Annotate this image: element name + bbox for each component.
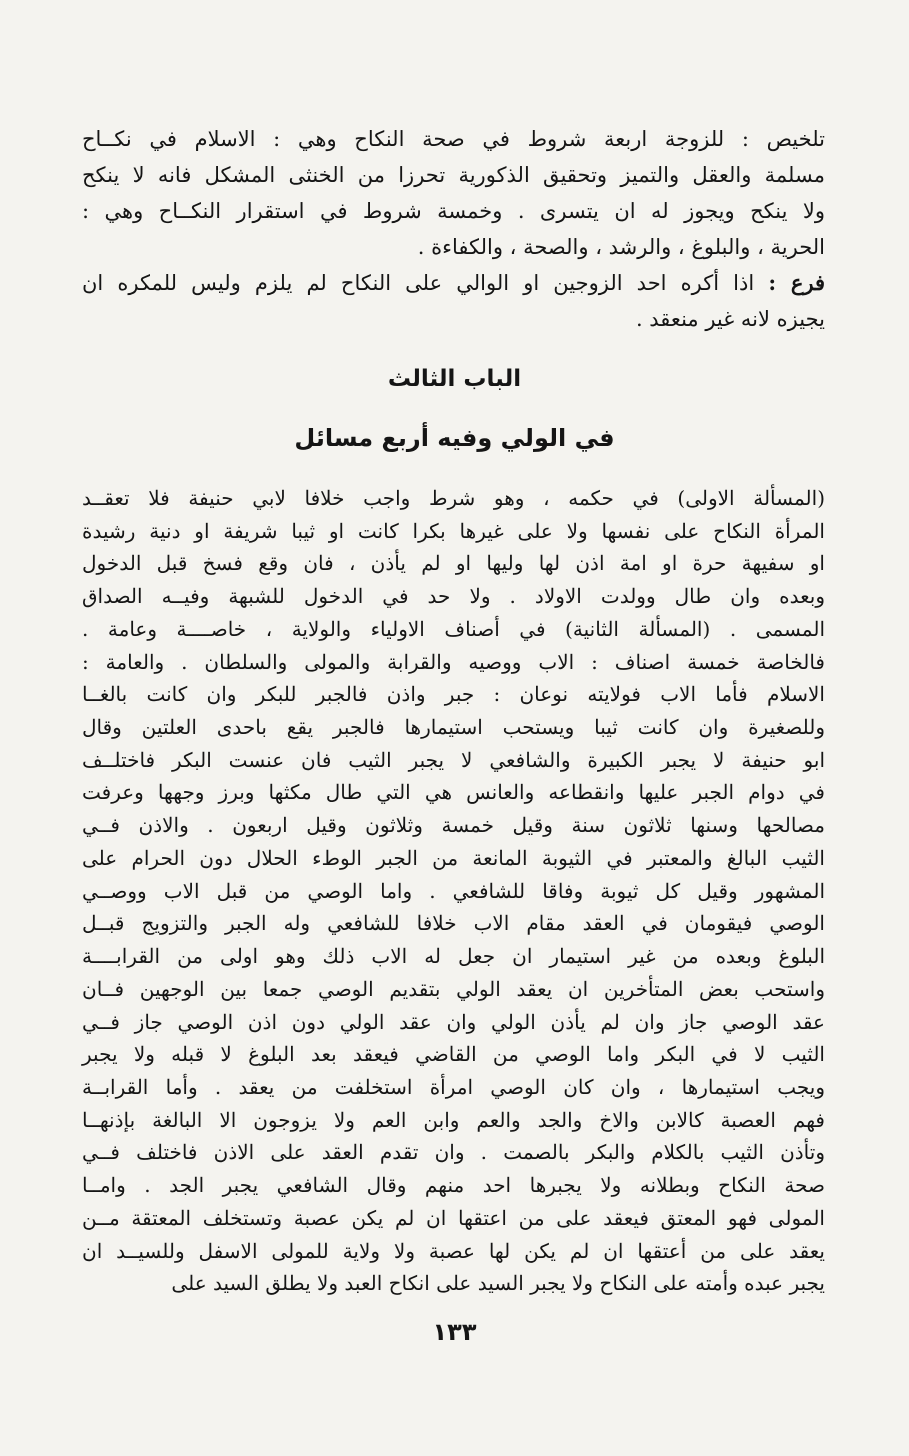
intro-line-4: الحرية ، والبلوغ ، والرشد ، والصحة ، والكفاءة . (417, 235, 825, 259)
body-line-10: في دوام الجبر عليها وانقطاعه والعانس هي التي طال مكثها وبرز وجهها وعرفت (82, 780, 825, 805)
body-line-13: المشهور وقيل كل ثيوبة وفاقا للشافعي . واما الوصي من قبل الاب ووصــي (82, 878, 825, 903)
body-line-6: فالخاصة خمسة اصناف : الاب ووصيه والقرابة والمولى والسلطان . والعامة : (82, 649, 825, 674)
body-line-25: يجبر عبده وأمته على النكاح ولا يجبر السيد على انكاح العبد ولا يطلق السيد على (171, 1271, 825, 1296)
body-line-12: الثيب البالغ والمعتبر في الثيوبة المانعة من الجبر الوطء الحلال دون الحرام على (82, 845, 825, 870)
body-line-19: ويجب استيمارها ، وان كان الوصي امرأة استخلفت من يعقد . وأما القرابــة (82, 1074, 825, 1099)
far-line-2: يجيزه لانه غير منعقد . (635, 307, 825, 331)
body-line-1: (المسألة الاولى) في حكمه ، وهو شرط واجب خلافا لابي حنيفة فلا تعقــد (82, 486, 825, 510)
body-line-24: يعقد على من أعتقها ان لم يكن لها عصبة ولا ولاية للمولى الاسفل وللسيــد ان (82, 1238, 825, 1263)
body-line-20: فهم العصبة كالابن والاخ والجد والعم وابن العم ولا يزوجون الا البالغة بإذنهــا (82, 1107, 825, 1132)
body-line-9: ابو حنيفة لا يجبر الكبيرة والشافعي لا يجبر الثيب فان عنست البكر فاختلــف (82, 747, 825, 772)
body-line-15: البلوغ وبعده من غير استيمار ان جعل له الاب ذلك وهو اولى من القرابــــة (82, 944, 825, 969)
body-line-4: وبعده وان طال وولدت الاولاد . ولا حد في الدخول للشبهة وفيــه الصداق (82, 584, 825, 609)
page-number: ١٣٣ (432, 1318, 477, 1346)
chapter-subtitle: في الولي وفيه أربع مسائل (294, 424, 615, 452)
intro-line-1: تلخيص : للزوجة اربعة شروط في صحة النكاح وهي : الاسلام في نكــاح (82, 127, 825, 151)
body-line-11: مصالحها وسنها ثلاثون سنة وقيل خمسة وثلاثون وقيل اربعون . والاذن فــي (82, 813, 825, 838)
body-line-8: وللصغيرة وان كانت ثيبا ويستحب استيمارها فالجبر يقع باحدى العلتين وقال (82, 715, 825, 740)
far-line-1 (82, 265, 825, 301)
body-line-18: الثيب لا في البكر واما الوصي من القاضي فيعقد بعد البلوغ لا قبله ولا يجبر (82, 1042, 825, 1067)
body-line-14: الوصي فيقومان في العقد مقام الاب خلافا للشافعي وله الجبر والتزويج قبــل (82, 911, 825, 936)
far-lead: فرع : (768, 270, 825, 295)
intro-line-2: مسلمة والعقل والتميز وتحقيق الذكورية تحرزا من الخنثى المشكل فانه لا ينكح (82, 163, 825, 187)
far-text-1: اذا أكره احد الزوجين او الوالي على النكاح لم يلزم وليس للمكره ان (82, 271, 755, 295)
body-line-2: المرأة النكاح على نفسها ولا على غيرها بكرا كانت او ثيبا شريفة او دنية رشيدة (82, 518, 825, 543)
body-line-16: واستحب بعض المتأخرين ان يعقد الولي بتقديم الوصي جمعا بين الوجهين فــان (82, 976, 825, 1001)
body-line-17: عقد الوصي جاز وان لم يأذن الولي وان عقد الولي دون اذن الوصي جاز فــي (82, 1009, 825, 1034)
chapter-title: الباب الثالث (387, 366, 522, 392)
body-line-5: المسمى . (المسألة الثانية) في أصناف الاولياء والولاية ، خاصــــة وعامة . (82, 616, 825, 641)
body-line-7: الاسلام فأما الاب فولايته نوعان : جبر واذن فالجبر للبكر وان كانت بالغــا (82, 682, 825, 707)
body-line-23: المولى فهو المعتق فيعقد على من اعتقها ان لم يكن عصبة وتستخلف المعتقة مــن (82, 1205, 825, 1230)
body-line-21: وتأذن الثيب بالكلام والبكر بالصمت . وان تقدم العقد على الاذن فاختلف فــي (82, 1140, 825, 1165)
body-line-3: او سفيهة حرة او امة اذن لها وليها او لم يأذن ، فان وقع فسخ قبل الدخول (82, 551, 825, 576)
body-line-22: صحة النكاح وبطلانه ولا يجبرها احد منهم وقال الشافعي يجبر الجد . وامــا (82, 1173, 825, 1198)
intro-line-3: ولا ينكح ويجوز له ان يتسرى . وخمسة شروط في استقرار النكــاح وهي : (82, 199, 825, 223)
